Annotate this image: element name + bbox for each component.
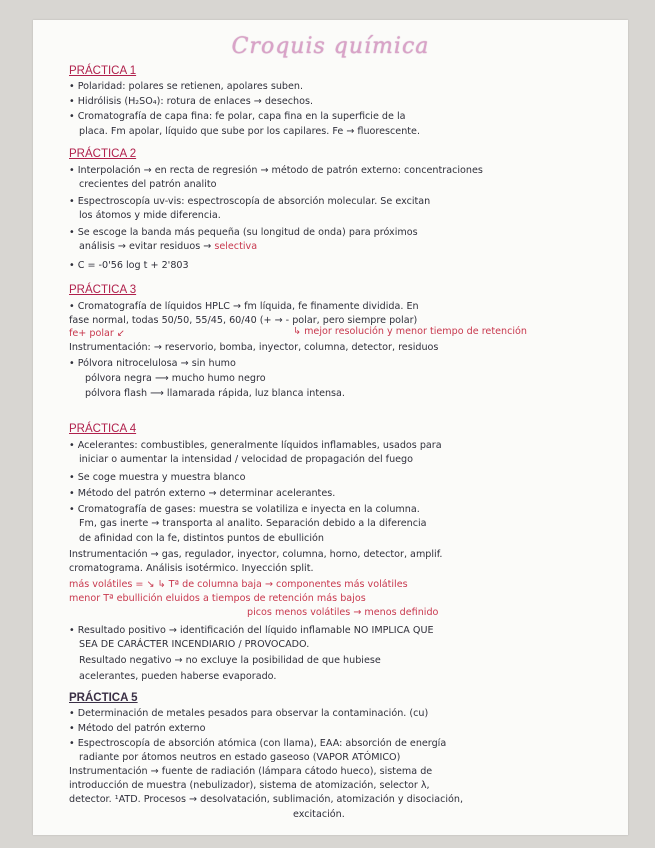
p5-line-1: • Determinación de metales pesados para observar la contaminación. (cu)	[69, 708, 429, 719]
p2-line-3: • Espectroscopía uv-vis: espectroscopía de absorción molecular. Se excitan	[69, 196, 431, 207]
p5-line-3: • Espectroscopía de absorción atómica (con llama), EAA: absorción de energía	[69, 738, 447, 749]
p4-line-1: • Acelerantes: combustibles, generalmente líquidos inflamables, usados para	[69, 440, 442, 451]
p4-line-4: • Método del patrón externo → determinar acelerantes.	[69, 488, 336, 499]
p2-formula: • C = -0'56 log t + 2'803	[69, 260, 189, 271]
p5-line-7: detector. ¹ATD. Procesos → desolvatación, sublimación, atomización y disociación,	[69, 794, 464, 805]
page-title: Croquis química	[231, 34, 430, 59]
p3-line-3: Instrumentación: → reservorio, bomba, inyector, columna, detector, residuos	[69, 342, 439, 353]
heading-practica-5: PRÁCTICA 5	[69, 692, 138, 704]
p3-line-1: • Cromatografía de líquidos HPLC → fm líquida, fe finamente dividida. En	[69, 301, 419, 312]
heading-practica-3: PRÁCTICA 3	[69, 284, 137, 296]
heading-practica-2: PRÁCTICA 2	[69, 148, 137, 160]
p1-line-3: • Cromatografía de capa fina: fe polar, capa fina en la superficie de la	[69, 111, 406, 122]
p4-line-13: acelerantes, pueden haberse evaporado.	[79, 671, 277, 682]
p4-line-11: SEA DE CARÁCTER INCENDIARIO / PROVOCADO.	[79, 639, 310, 650]
p4-line-9: cromatograma. Análisis isotérmico. Inyección split.	[69, 563, 314, 574]
p3-red-left: fe+ polar ↙	[69, 328, 125, 339]
p5-line-8: excitación.	[293, 809, 345, 820]
p4-line-3: • Se coge muestra y muestra blanco	[69, 472, 246, 483]
p1-line-2: • Hidrólisis (H₂SO₄): rotura de enlaces → desechos.	[69, 96, 314, 107]
p4-line-5: • Cromatografía de gases: muestra se volatiliza e inyecta en la columna.	[69, 504, 420, 515]
p3-line-6: pólvora flash ⟶ llamarada rápida, luz blanca intensa.	[85, 388, 345, 399]
p2-line-2: crecientes del patrón analito	[79, 179, 217, 190]
p2-line-6: análisis → evitar residuos → selectiva	[79, 241, 258, 252]
p3-line-5: pólvora negra ⟶ mucho humo negro	[85, 373, 266, 384]
p5-line-5: Instrumentación → fuente de radiación (lámpara cátodo hueco), sistema de	[69, 766, 433, 777]
p5-line-2: • Método del patrón externo	[69, 723, 206, 734]
p5-line-6: introducción de muestra (nebulizador), sistema de atomización, selector λ,	[69, 780, 430, 791]
p1-line-4: placa. Fm apolar, líquido que sube por los capilares. Fe → fluorescente.	[79, 126, 420, 137]
p4-red-2: menor Tª ebullición eluidos a tiempos de retención más bajos	[69, 593, 366, 604]
p3-line-4: • Pólvora nitrocelulosa → sin humo	[69, 358, 236, 369]
p3-line-2: fase normal, todas 50/50, 55/45, 60/40 (+ → - polar, pero siempre polar)	[69, 315, 418, 326]
p4-red-3: picos menos volátiles → menos definido	[247, 607, 439, 618]
p4-line-7: de afinidad con la fe, distintos puntos de ebullición	[79, 533, 324, 544]
notes-page	[33, 20, 628, 835]
p4-line-10: • Resultado positivo → identificación del líquido inflamable NO IMPLICA QUE	[69, 625, 434, 636]
p4-line-2: iniciar o aumentar la intensidad / velocidad de propagación del fuego	[79, 454, 414, 465]
p4-red-1: más volátiles = ↘ ↳ Tª de columna baja → componentes más volátiles	[69, 579, 408, 590]
p2-line-5: • Se escoge la banda más pequeña (su longitud de onda) para próximos	[69, 227, 418, 238]
heading-practica-1: PRÁCTICA 1	[69, 65, 137, 77]
p4-line-8: Instrumentación → gas, regulador, inyector, columna, horno, detector, amplif.	[69, 549, 443, 560]
p4-line-12: Resultado negativo → no excluye la posibilidad de que hubiese	[79, 655, 381, 666]
p5-line-4: radiante por átomos neutros en estado gaseoso (VAPOR ATÓMICO)	[79, 752, 401, 763]
p3-red-right: ↳ mejor resolución y menor tiempo de retención	[293, 326, 527, 337]
p2-line-4: los átomos y mide diferencia.	[79, 210, 221, 221]
heading-practica-4: PRÁCTICA 4	[69, 423, 137, 435]
p4-line-6: Fm, gas inerte → transporta al analito. Separación debido a la diferencia	[79, 518, 427, 529]
selectiva-note: selectiva	[214, 241, 258, 252]
p2-line-1: • Interpolación → en recta de regresión → método de patrón externo: concentraciones	[69, 165, 483, 176]
p1-line-1: • Polaridad: polares se retienen, apolares suben.	[69, 81, 304, 92]
